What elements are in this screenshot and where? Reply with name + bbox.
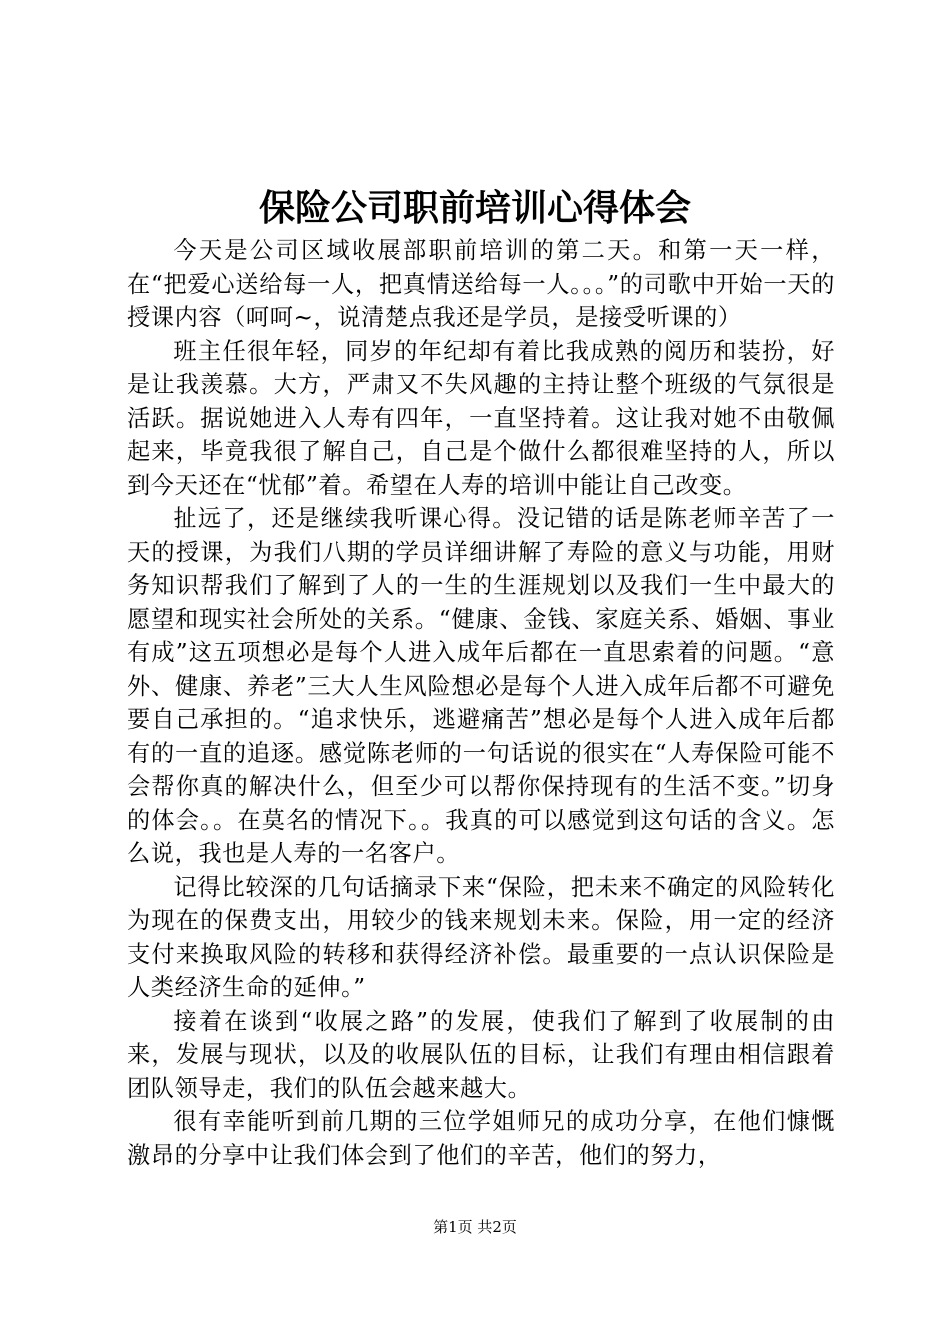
paragraph: 很有幸能听到前几期的三位学姐师兄的成功分享，在他们慷慨激昂的分享中让我们体会到了他们的辛苦，他们的努力， [127, 1108, 835, 1169]
document-body [127, 234, 835, 1172]
paragraph: 接着在谈到“收展之路”的发展，使我们了解到了收展制的由来，发展与现状，以及的收展队伍的目标，让我们有理由相信跟着团队领导走，我们的队伍会越来越大。 [127, 1007, 835, 1102]
paragraph: 扯远了，还是继续我听课心得。没记错的话是陈老师辛苦了一天的授课，为我们八期的学员详细讲解了寿险的意义与功能，用财务知识帮我们了解到了人的一生的生涯规划以及我们一生中最大的愿望和现实社会所处的关系。“健康、金钱、家庭关系、婚姻、事业有成”这五项想必是每个人进入成年后都在一直思索着的问题。“意外、健康、养老”三大人生风险想必是每个人进入成年后都不可避免要自己承担的。“追求快乐，逃避痛苦”想必是每个人进入成年后都有的一直的追逐。感觉陈老师的一句话说的很实在“人寿保险可能不会帮你真的解决什么，但至少可以帮你保持现有的生活不变。”切身的体会。。在莫名的情况下。。我真的可以感觉到这句话的含义。怎么说，我也是人寿的一名客户。 [127, 505, 835, 867]
paragraph: 班主任很年轻，同岁的年纪却有着比我成熟的阅历和装扮，好是让我羡慕。大方，严肃又不失风趣的主持让整个班级的气氛很是活跃。据说她进入人寿有四年，一直坚持着。这让我对她不由敬佩起来，毕竟我很了解自己，自己是个做什么都很难坚持的人，所以到今天还在“忧郁”着。希望在人寿的培训中能让自己改变。 [127, 337, 835, 499]
paragraph: 记得比较深的几句话摘录下来“保险，把未来不确定的风险转化为现在的保费支出，用较少的钱来规划未来。保险，用一定的经济支付来换取风险的转移和获得经济补偿。最重要的一点认识保险是人类经济生命的延伸。” [127, 873, 835, 1001]
paragraph: 今天是公司区域收展部职前培训的第二天。和第一天一样，在“把爱心送给每一人，把真情送给每一人。。。”的司歌中开始一天的授课内容（呵呵~，说清楚点我还是学员，是接受听课的） [127, 237, 835, 331]
page-footer: 第1页 共2页 [433, 1218, 517, 1236]
document-title: 保险公司职前培训心得体会 [258, 187, 691, 229]
